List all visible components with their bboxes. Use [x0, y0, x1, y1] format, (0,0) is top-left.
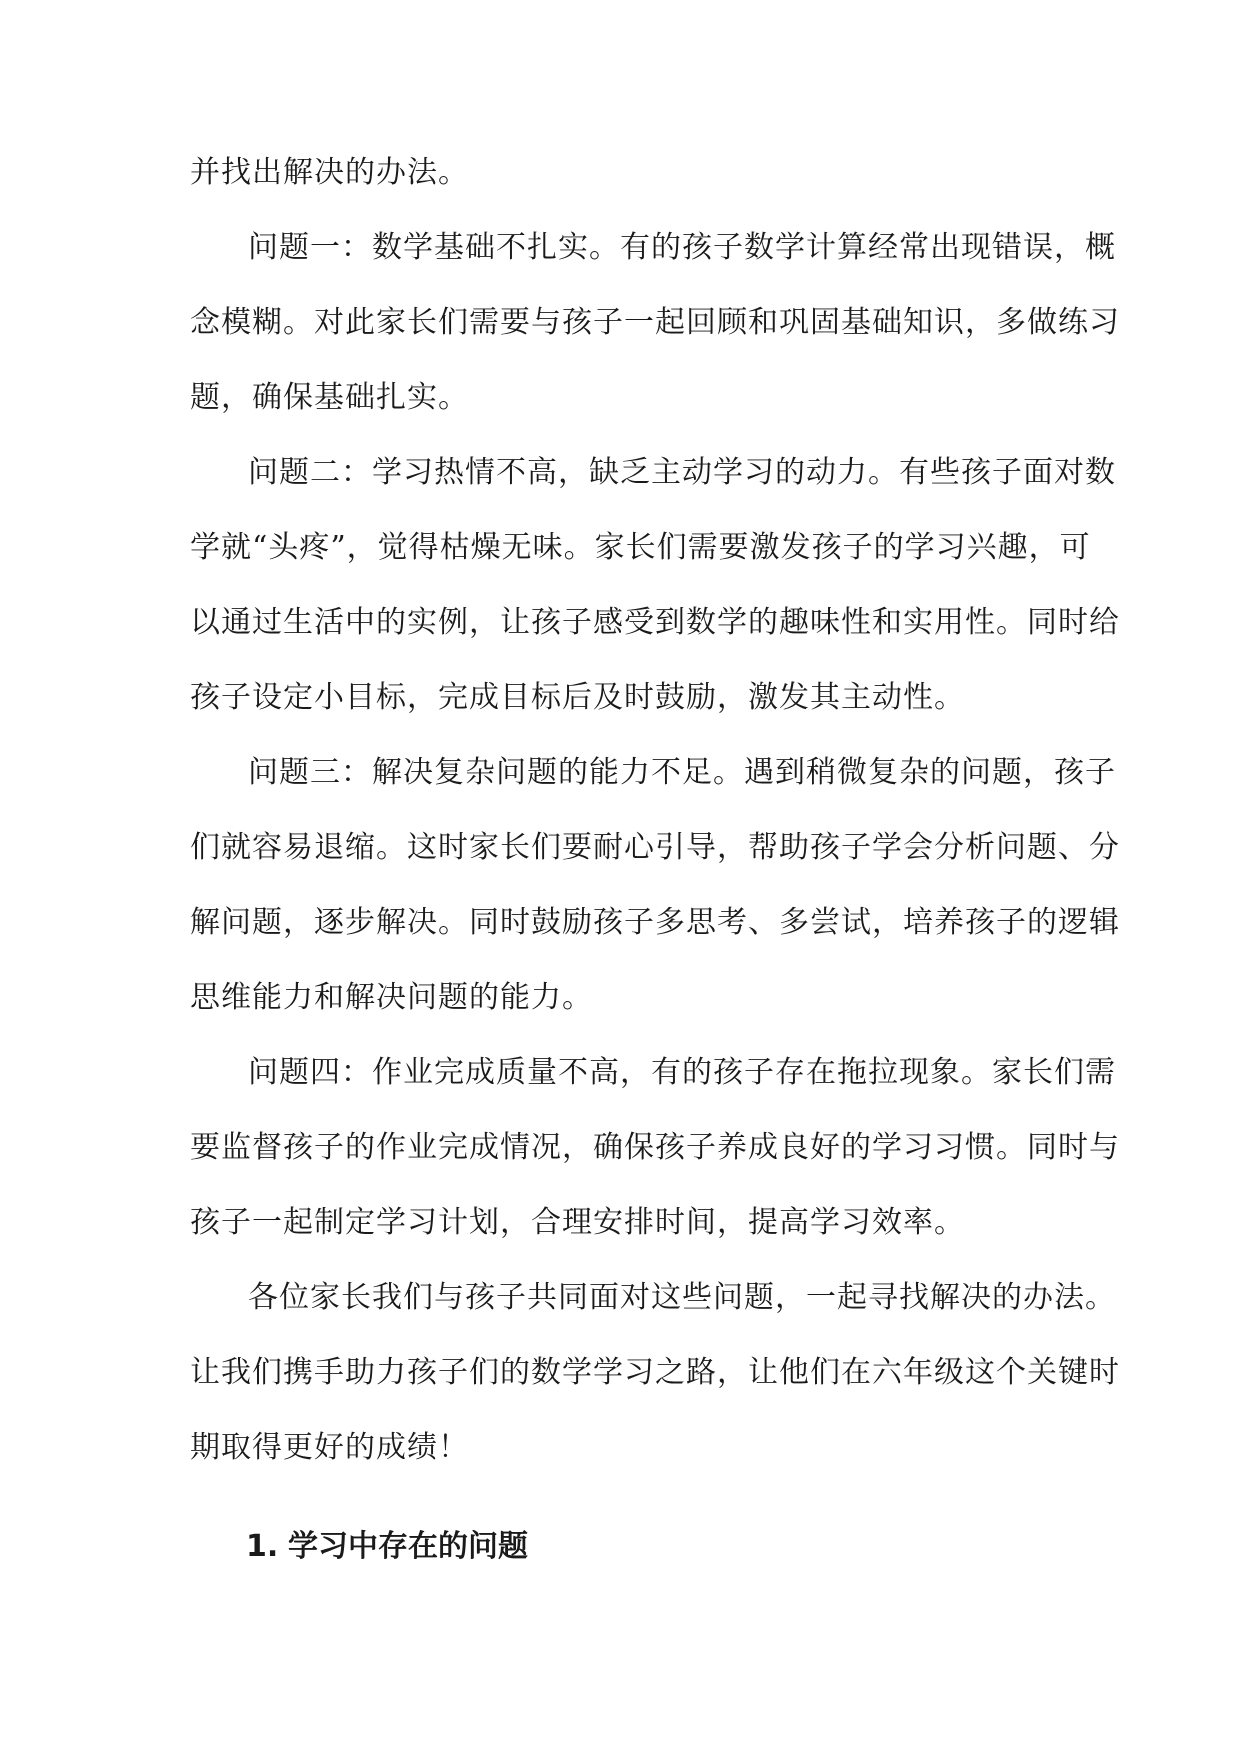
section-heading — [246, 1527, 946, 1567]
paragraph-problem-4-start: 问题四：作业完成质量不高，有的孩子存在拖拉现象。家长们需 — [248, 1055, 1116, 1090]
body-text-line: 思维能力和解决问题的能力。 — [190, 980, 593, 1015]
body-text-line: 让我们携手助力孩子们的数学学习之路，让他们在六年级这个关键时 — [190, 1355, 1120, 1390]
paragraph-problem-1-start: 问题一：数学基础不扎实。有的孩子数学计算经常出现错误，概 — [248, 230, 1116, 265]
body-text-line: 学就“头疼”，觉得枯燥无味。家长们需要激发孩子的学习兴趣，可 — [190, 530, 1091, 565]
body-text-line: 解问题，逐步解决。同时鼓励孩子多思考、多尝试，培养孩子的逻辑 — [190, 905, 1120, 940]
paragraph-closing-start: 各位家长我们与孩子共同面对这些问题，一起寻找解决的办法。 — [248, 1280, 1116, 1315]
body-text-line: 孩子设定小目标，完成目标后及时鼓励，激发其主动性。 — [190, 680, 965, 715]
section-heading-text: 学习中存在的问题 — [288, 1529, 528, 1564]
body-text-line: 题，确保基础扎实。 — [190, 380, 469, 415]
body-text-line: 们就容易退缩。这时家长们要耐心引导，帮助孩子学会分析问题、分 — [190, 830, 1120, 865]
paragraph-problem-2-start: 问题二：学习热情不高，缺乏主动学习的动力。有些孩子面对数 — [248, 455, 1116, 490]
paragraph-problem-3-start: 问题三：解决复杂问题的能力不足。遇到稍微复杂的问题，孩子 — [248, 755, 1116, 790]
body-text-line: 并找出解决的办法。 — [190, 155, 469, 190]
body-text-line: 孩子一起制定学习计划，合理安排时间，提高学习效率。 — [190, 1205, 965, 1240]
body-text-line: 期取得更好的成绩！ — [190, 1430, 469, 1465]
body-text-line: 念模糊。对此家长们需要与孩子一起回顾和巩固基础知识，多做练习 — [190, 305, 1120, 340]
body-text-line: 以通过生活中的实例，让孩子感受到数学的趣味性和实用性。同时给 — [190, 605, 1120, 640]
section-heading-number: 1. — [246, 1529, 279, 1564]
body-text-line: 要监督孩子的作业完成情况，确保孩子养成良好的学习习惯。同时与 — [190, 1130, 1120, 1165]
